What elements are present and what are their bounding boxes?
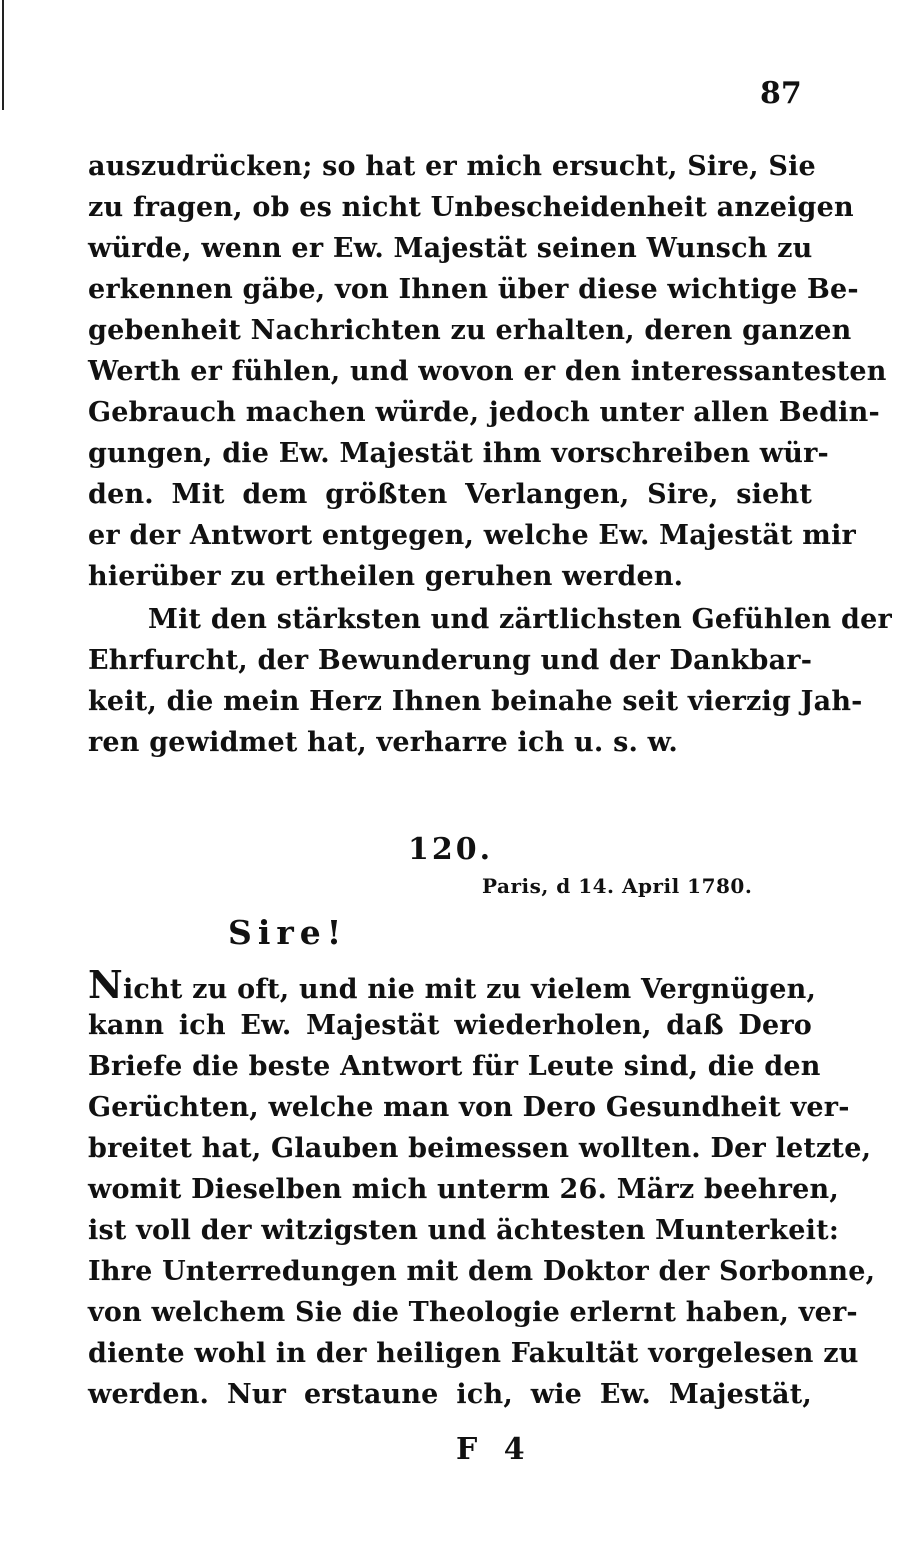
text-line: von welchem Sie die Theologie erlernt haben, ver- [88, 1297, 858, 1328]
text-line: Gerüchten, welche man von Dero Gesundheit ver- [88, 1092, 850, 1123]
drop-cap: N [88, 962, 123, 1007]
text-line: auszudrücken; so hat er mich ersucht, Sire, Sie [88, 151, 816, 182]
text-line: würde, wenn er Ew. Majestät seinen Wunsch zu [88, 233, 813, 264]
text-line: womit Dieselben mich unterm 26. März beehren, [88, 1174, 839, 1205]
paragraph-continuation [88, 146, 887, 597]
text-line: hierüber zu ertheilen geruhen werden. [88, 561, 684, 592]
text-line: den. Mit dem größten Verlangen, Sire, sieht [88, 479, 812, 510]
text-line-first [88, 962, 817, 1007]
text-line: Briefe die beste Antwort für Leute sind, die den [88, 1051, 821, 1082]
text-line: er der Antwort entgegen, welche Ew. Majestät mir [88, 520, 856, 551]
text-line: kann ich Ew. Majestät wiederholen, daß Dero [88, 1010, 812, 1041]
text-line: diente wohl in der heiligen Fakultät vorgelesen zu [88, 1338, 859, 1369]
text-line: ist voll der witzigsten und ächtesten Munterkeit: [88, 1215, 839, 1246]
text-line: Werth er fühlen, und wovon er den interessantesten [88, 356, 887, 387]
text-line: Ihre Unterredungen mit dem Doktor der Sorbonne, [88, 1256, 876, 1287]
text-line-rest: icht zu oft, und nie mit zu vielem Vergnügen, [122, 974, 817, 1005]
text-line: gungen, die Ew. Majestät ihm vorschreiben wür- [88, 438, 829, 469]
letter-number: 120. [408, 832, 494, 867]
text-line: zu fragen, ob es nicht Unbescheidenheit anzeigen [88, 192, 854, 223]
text-line: Ehrfurcht, der Bewunderung und der Dankbar- [88, 645, 813, 676]
letter-dateline: Paris, d 14. April 1780. [482, 874, 753, 898]
paragraph-closing [88, 599, 892, 763]
text-line: gebenheit Nachrichten zu erhalten, deren ganzen [88, 315, 852, 346]
text-line: Mit den stärksten und zärtlichsten Gefühlen der [148, 604, 892, 635]
page-edge-line [2, 0, 4, 110]
text-line: ren gewidmet hat, verharre ich u. s. w. [88, 727, 679, 758]
text-line: keit, die mein Herz Ihnen beinahe seit vierzig Jah- [88, 686, 863, 717]
text-line: werden. Nur erstaune ich, wie Ew. Majestät, [88, 1379, 812, 1410]
letter-body [88, 962, 876, 1415]
text-line: erkennen gäbe, von Ihnen über diese wichtige Be- [88, 274, 859, 305]
page-number: 87 [760, 76, 802, 111]
text-line: breitet hat, Glauben beimessen wollten. Der letzte, [88, 1133, 872, 1164]
signature-mark: F 4 [456, 1432, 533, 1467]
letter-salutation: Sire! [228, 913, 348, 952]
text-line: Gebrauch machen würde, jedoch unter allen Bedin- [88, 397, 880, 428]
